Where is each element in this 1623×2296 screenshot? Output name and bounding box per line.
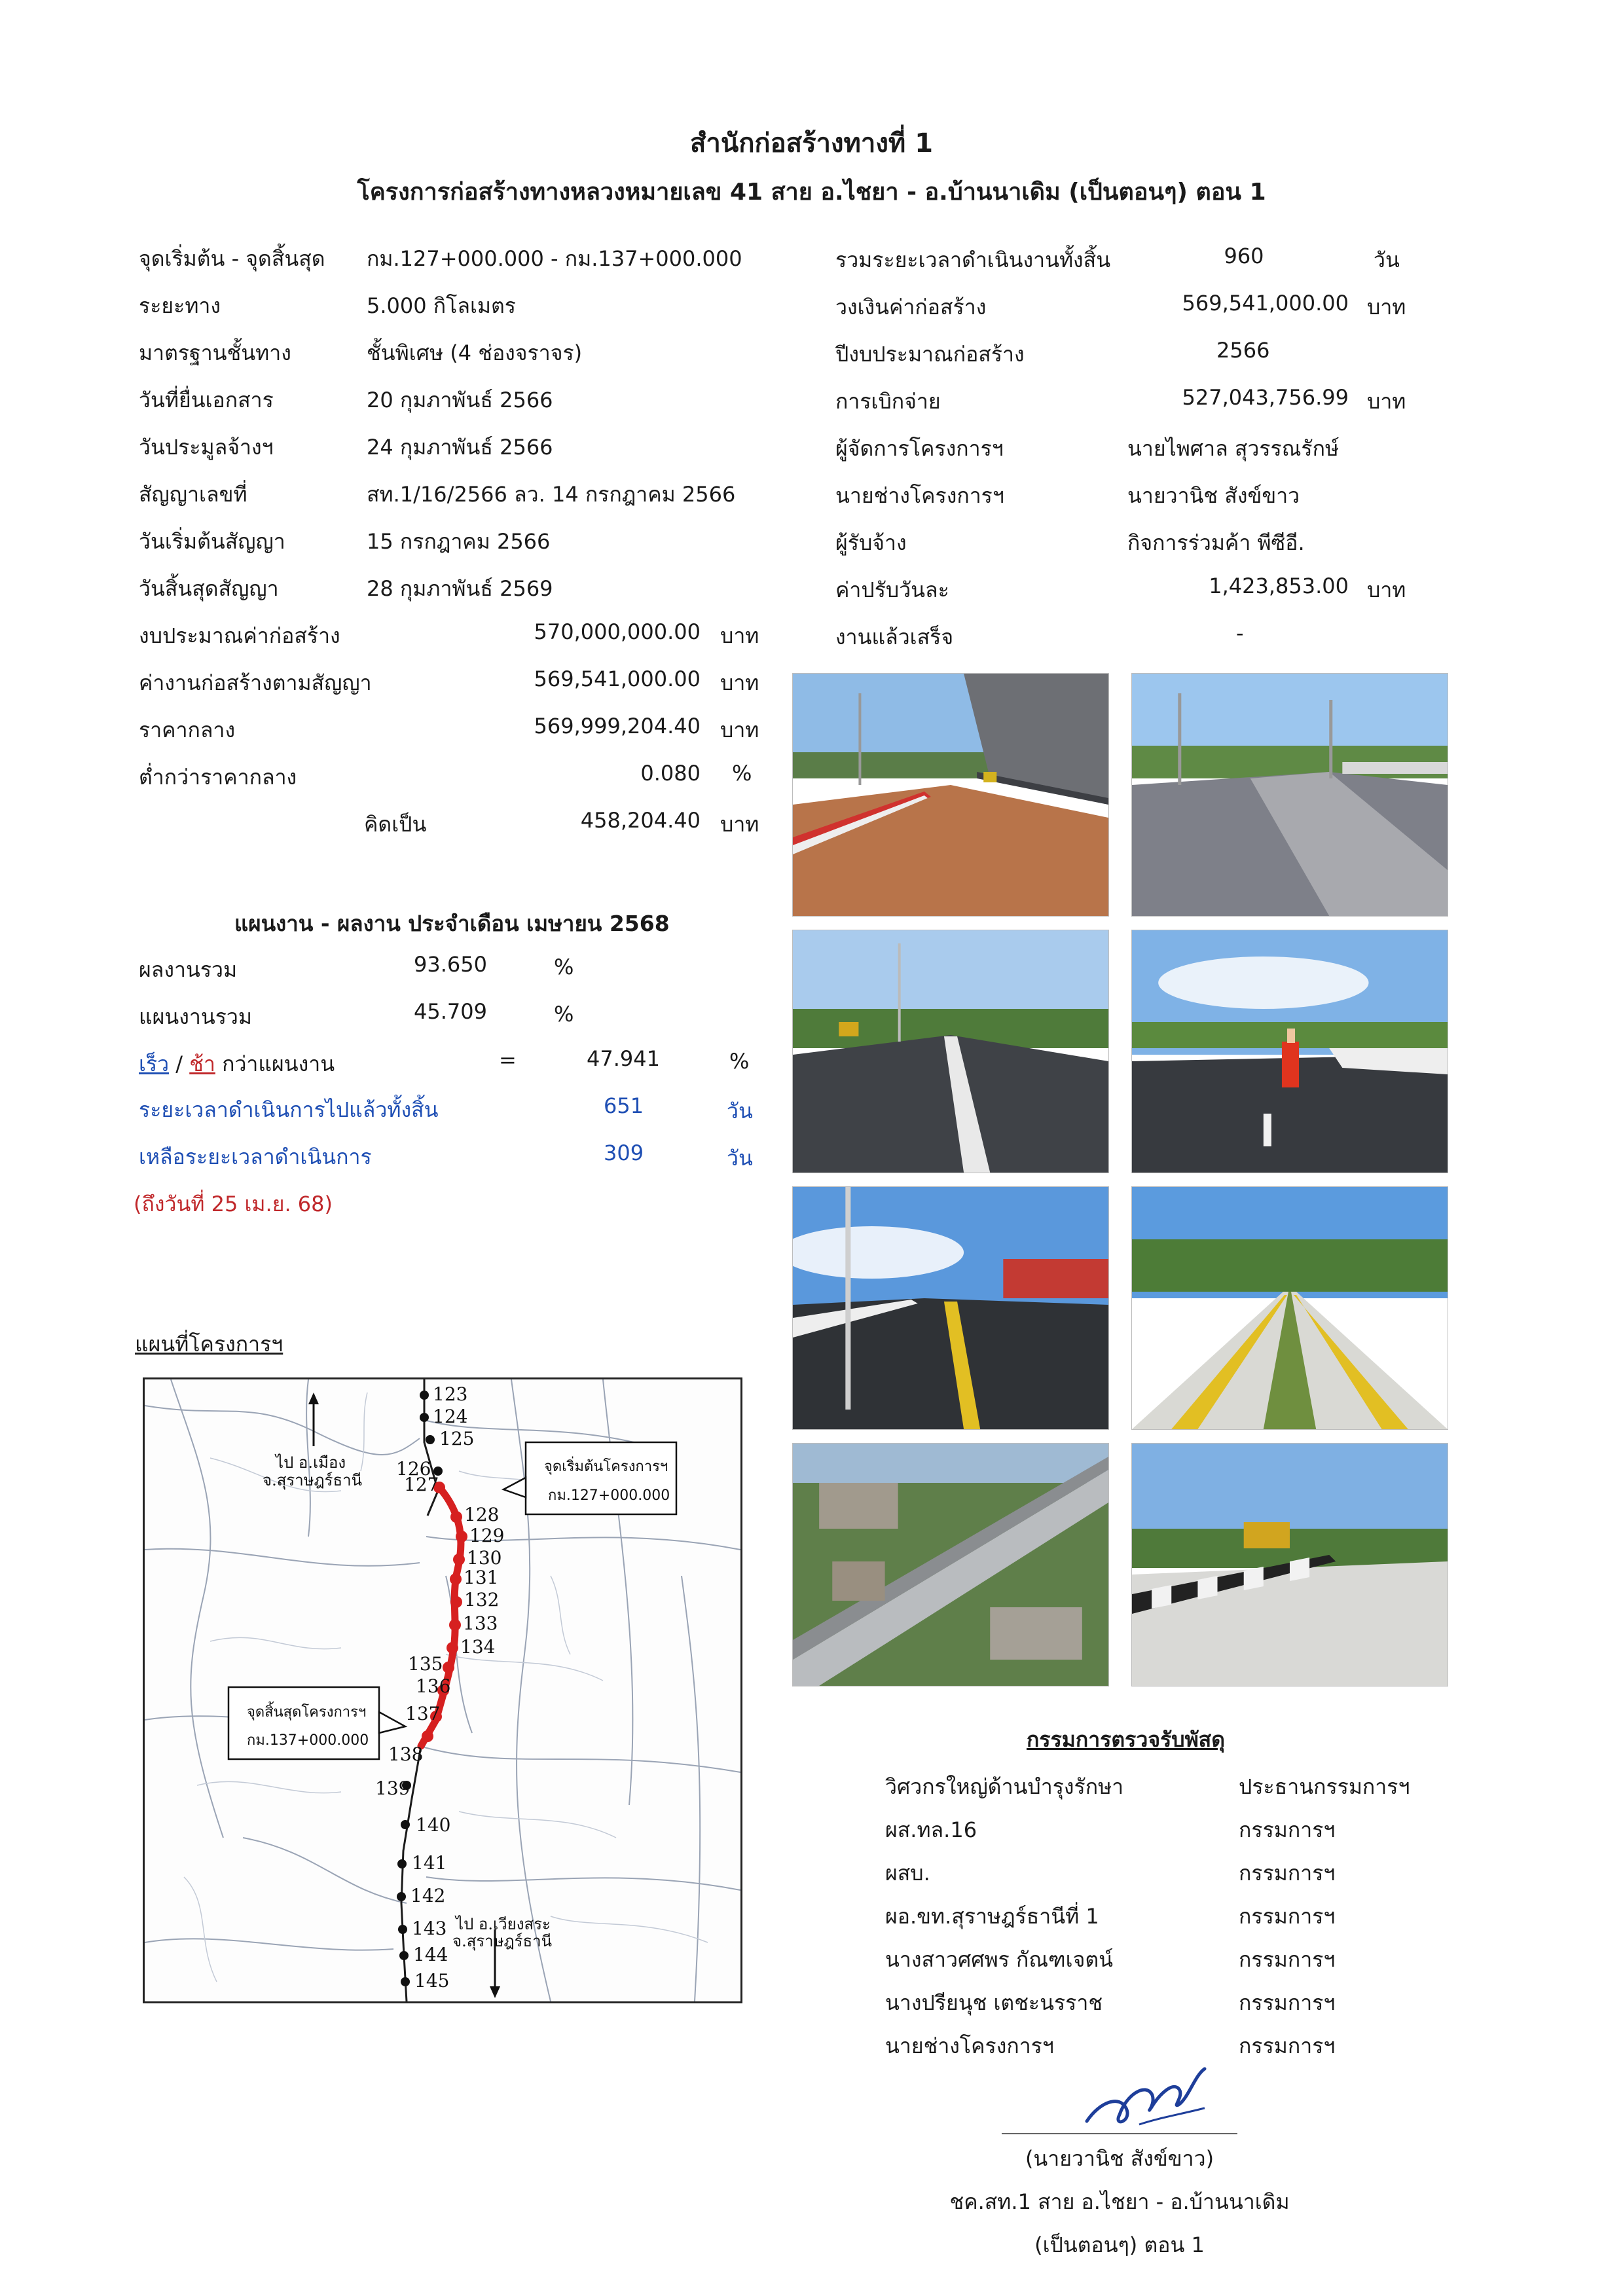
km-marker-label: 124 [433,1406,468,1427]
site-photo [1131,1186,1448,1430]
info-value: 960 [1224,244,1264,268]
km-marker-label: 144 [413,1944,448,1965]
compare-label: กว่าแผนงาน [222,1051,335,1076]
info-value: 28 กุมภาพันธ์ 2569 [367,576,553,601]
info-value: สท.1/16/2566 ลว. 14 กรกฎาคม 2566 [367,482,736,507]
info-label: รวมระยะเวลาดำเนินงานทั้งสิ้น [835,247,1111,272]
km-marker-label: 129 [469,1525,505,1546]
committee-member-name: ผสบ. [885,1861,930,1886]
km-marker-label: 123 [433,1383,468,1405]
info-value: 20 กุมภาพันธ์ 2566 [367,388,553,412]
budget-value: 0.080 [640,761,701,786]
slash: / [175,1051,183,1076]
end-point-km: กม.137+000.000 [247,1732,369,1749]
handwritten-signature [1074,2062,1218,2134]
info-label: การเบิกจ่าย [835,389,941,414]
budget-value: 458,204.40 [580,808,701,833]
committee-member-role: กรรมการฯ [1239,1947,1336,1972]
budget-unit: บาท [720,718,759,742]
info-value: 5.000 กิโลเมตร [367,293,516,318]
info-value: 15 กรกฎาคม 2566 [367,529,551,554]
remain-unit: วัน [727,1146,753,1171]
info-value: นายวานิช สังข์ขาว [1127,483,1300,508]
committee-member-name: ผอ.ขท.สุราษฎร์ธานีที่ 1 [885,1904,1099,1929]
km-marker-label: 145 [414,1970,450,1992]
compare-row [139,1048,335,1081]
km-marker-label: 133 [463,1613,498,1634]
north-direction-label-2: จ.สุราษฎร์ธานี [263,1471,363,1489]
as-of-date: (ถึงวันที่ 25 เม.ย. 68) [134,1192,333,1216]
km-marker-label: 131 [464,1567,499,1588]
plan-unit: % [554,1002,574,1027]
info-value: 2566 [1216,338,1270,363]
info-value: กม.127+000.000 - กม.137+000.000 [367,246,742,271]
progress-title: แผนงาน - ผลงาน ประจำเดือน เมษายน 2568 [234,911,670,936]
remain-value: 309 [604,1140,644,1165]
info-label: งานแล้วเสร็จ [835,625,954,649]
km-marker-label: 132 [464,1589,500,1611]
info-label: วันเริ่มต้นสัญญา [139,529,285,554]
site-photo [792,1443,1109,1686]
km-marker-label: 138 [388,1743,424,1765]
site-photo [792,673,1109,917]
km-marker-label: 140 [416,1814,451,1836]
budget-label: งบประมาณค่าก่อสร้าง [139,623,340,648]
budget-label: คิดเป็น [364,812,427,837]
info-unit: บาท [1367,389,1406,414]
elapsed-unit: วัน [727,1099,753,1123]
signer-position-2: (เป็นตอนๆ) ตอน 1 [1034,2232,1205,2257]
signature-line [1002,2133,1237,2134]
info-value: ชั้นพิเศษ (4 ช่องจราจร) [367,340,583,365]
info-unit: บาท [1367,295,1406,319]
work-unit: % [554,955,574,979]
site-photo [1131,930,1448,1173]
committee-member-role: กรรมการฯ [1239,1861,1336,1886]
km-marker-label: 141 [412,1852,447,1874]
info-value: 24 กุมภาพันธ์ 2566 [367,435,553,460]
info-label: ผู้จัดการโครงการฯ [835,436,1004,461]
committee-title: กรรมการตรวจรับพัสดุ [1027,1727,1225,1752]
work-label: ผลงานรวม [139,957,238,982]
info-label: วงเงินค่าก่อสร้าง [835,295,987,319]
info-label: วันสิ้นสุดสัญญา [139,576,279,601]
fast-label: เร็ว [139,1051,170,1076]
committee-member-role: กรรมการฯ [1239,2033,1336,2058]
km-marker-label: 128 [464,1504,500,1525]
start-point-km: กม.127+000.000 [548,1487,670,1504]
info-label: วันที่ยื่นเอกสาร [139,388,274,412]
plan-value: 45.709 [414,999,487,1024]
km-marker-label: 143 [412,1918,447,1939]
south-direction-label: ไป อ.เวียงสระ [456,1915,551,1933]
km-marker-label: 134 [460,1636,496,1658]
info-label: นายช่างโครงการฯ [835,483,1004,508]
office-title: สำนักก่อสร้างทางที่ 1 [689,128,934,158]
budget-unit: บาท [720,670,759,695]
km-marker-label: 139 [375,1777,410,1799]
plan-label: แผนงานรวม [139,1004,252,1029]
equals-sign: = [499,1048,517,1072]
budget-unit: บาท [720,623,759,648]
remain-label: เหลือระยะเวลาดำเนินการ [139,1144,372,1169]
site-photo [1131,1443,1448,1686]
committee-member-name: นางสาวศศพร กัณฑเจตน์ [885,1947,1113,1972]
budget-label: ค่างานก่อสร้างตามสัญญา [139,670,372,695]
km-marker-label: 137 [405,1703,441,1724]
committee-member-name: นายช่างโครงการฯ [885,2033,1054,2058]
committee-member-role: กรรมการฯ [1239,1904,1336,1929]
project-title: โครงการก่อสร้างทางหลวงหมายเลข 41 สาย อ.ไชยา - อ.บ้านนาเดิม (เป็นตอนๆ) ตอน 1 [357,179,1266,206]
info-label: ค่าปรับวันละ [835,577,949,602]
info-label: มาตรฐานชั้นทาง [139,340,291,365]
diff-value: 47.941 [587,1046,660,1071]
committee-member-name: วิศวกรใหญ่ด้านบำรุงรักษา [885,1774,1124,1799]
info-unit: บาท [1367,577,1406,602]
info-label: ระยะทาง [139,293,221,318]
info-label: ผู้รับจ้าง [835,530,907,555]
north-direction-label: ไป อ.เมือง [276,1453,346,1472]
info-value: กิจการร่วมค้า พีซีอี. [1127,530,1305,555]
km-marker-label: 135 [408,1653,443,1675]
committee-member-name: นางปรียนุช เตชะนรราช [885,1990,1103,2015]
info-label: จุดเริ่มต้น - จุดสิ้นสุด [139,246,325,271]
info-label: สัญญาเลขที่ [139,482,247,507]
km-marker-label: 127 [404,1474,439,1495]
info-label: วันประมูลจ้างฯ [139,435,274,460]
map-heading: แผนที่โครงการฯ [135,1332,283,1357]
info-label: ปีงบประมาณก่อสร้าง [835,342,1025,367]
budget-value: 569,999,204.40 [534,714,701,738]
work-value: 93.650 [414,952,487,977]
signer-name: (นายวานิช สังข์ขาว) [1025,2146,1214,2171]
info-unit: วัน [1374,247,1400,272]
km-marker-label: 125 [439,1428,475,1449]
elapsed-value: 651 [604,1093,644,1118]
start-point-label: จุดเริ่มต้นโครงการฯ [544,1459,668,1475]
info-value: - [1236,621,1244,646]
info-value: นายไพศาล สุวรรณรักษ์ [1127,436,1340,461]
committee-member-name: ผส.ทล.16 [885,1817,977,1842]
info-value: 569,541,000.00 [1182,291,1349,316]
budget-unit: บาท [720,812,759,837]
info-value: 1,423,853.00 [1209,574,1349,598]
site-photo [792,1186,1109,1430]
committee-member-role: ประธานกรรมการฯ [1239,1774,1410,1799]
budget-unit: % [732,761,752,786]
committee-member-role: กรรมการฯ [1239,1817,1336,1842]
south-direction-label-2: จ.สุราษฎร์ธานี [452,1932,553,1950]
diff-unit: % [729,1049,750,1074]
elapsed-label: ระยะเวลาดำเนินการไปแล้วทั้งสิ้น [139,1097,439,1122]
site-photo [792,930,1109,1173]
info-value: 527,043,756.99 [1182,385,1349,410]
site-photo [1131,673,1448,917]
km-marker-label: 142 [410,1885,446,1906]
km-marker-label: 130 [467,1547,502,1569]
slow-label: ช้า [189,1051,215,1076]
budget-label: ต่ำกว่าราคากลาง [139,765,297,790]
signer-position: ชค.สท.1 สาย อ.ไชยา - อ.บ้านนาเดิม [949,2189,1290,2214]
budget-value: 570,000,000.00 [534,619,701,644]
km-marker-label: 136 [416,1675,451,1697]
committee-member-role: กรรมการฯ [1239,1990,1336,2015]
budget-label: ราคากลาง [139,718,236,742]
end-point-label: จุดสิ้นสุดโครงการฯ [247,1704,367,1721]
km-marker-label: 126 [396,1458,431,1480]
project-map [143,1377,742,2003]
budget-value: 569,541,000.00 [534,666,701,691]
